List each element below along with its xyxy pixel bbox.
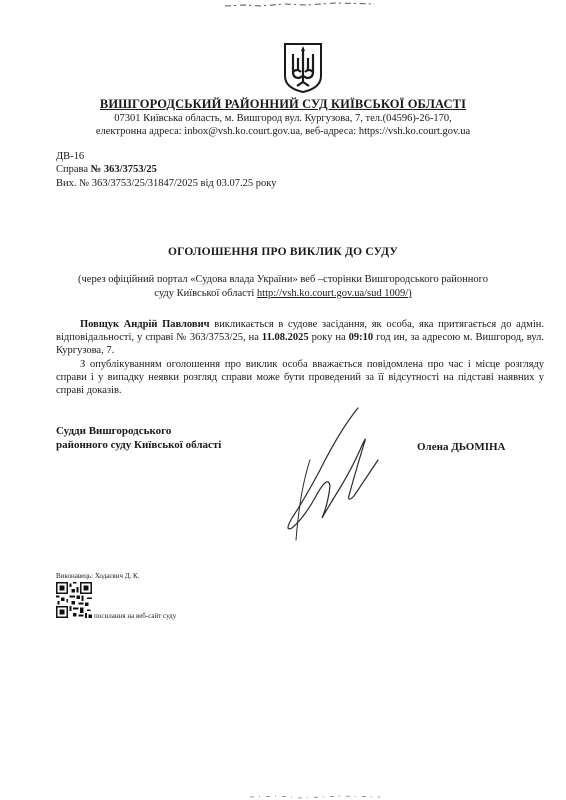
notice-subtitle-line1: (через офіційний портал «Судова влада України» веб –сторінки Вишгородського районного <box>78 274 488 285</box>
executor-note: Виконавець: Ходаєвич Д. К. <box>56 572 140 580</box>
case-number: № 363/3753/25 <box>90 164 157 175</box>
outgoing-number: Вих. № 363/3753/25/31847/2025 від 03.07.25 року <box>56 178 277 189</box>
notice-body <box>56 318 544 397</box>
handwritten-signature <box>270 400 400 550</box>
document-code: ДВ-16 <box>56 151 85 162</box>
court-address: 07301 Київська область, м. Вишгород вул. Кургузова, 7, тел.(04596)-26-170, <box>114 113 452 124</box>
notice-title: ОГОЛОШЕННЯ ПРО ВИКЛИК ДО СУДУ <box>167 246 399 258</box>
notice-subtitle-line2 <box>0 288 566 299</box>
judge-title-line2: районного суду Київської області <box>56 439 222 451</box>
qr-code-icon[interactable] <box>56 582 92 618</box>
judge-name: Олена ДЬОМІНА <box>417 441 506 453</box>
case-label: Справа <box>56 164 89 175</box>
judge-title-line1: Судди Вишгородського <box>56 425 172 437</box>
court-contacts: електронна адреса: inbox@vsh.ko.court.gov.ua, веб-адреса: https://vsh.ko.court.gov.ua <box>95 126 471 137</box>
hearing-date: 11.08.2025 <box>261 332 309 344</box>
court-portal-link[interactable]: http://vsh.ko.court.gov.ua/sud 1009/) <box>256 288 412 299</box>
coat-of-arms-emblem <box>283 42 323 94</box>
notice-consequence-paragraph: З опублікуванням оголошення про виклик особа вважається повідомлена про час і місце розгляду справи і у випадку неявки розгляд справи може бути проведений за її відсутності на підставі наявних у справі доказів. <box>56 358 544 397</box>
qr-code-caption: посилання на веб-сайт суду <box>94 612 177 620</box>
scan-artifact-top <box>225 0 375 8</box>
hearing-time: 09:10 <box>348 332 374 344</box>
person-name: Повщук Андрій Павлович <box>80 319 210 330</box>
summons-text-part3: год ин, за адресою м. Вишгород, вул. Кургузова, 7. <box>56 332 545 357</box>
notice-subtitle-prefix: суду Київської області <box>154 288 257 299</box>
scan-artifact-bottom <box>250 794 380 800</box>
case-line <box>56 164 157 175</box>
summons-text-part1: викликається в судове засідання, як особа, яка притягається до адмін. відповідальності, у справі № 363/3753/25, на <box>56 319 544 344</box>
court-name: ВИШГОРОДСЬКИЙ РАЙОННИЙ СУД КИЇВСЬКОЇ ОБЛАСТІ <box>99 97 467 111</box>
summons-paragraph <box>56 318 544 358</box>
summons-text-part2: року на <box>308 332 349 344</box>
